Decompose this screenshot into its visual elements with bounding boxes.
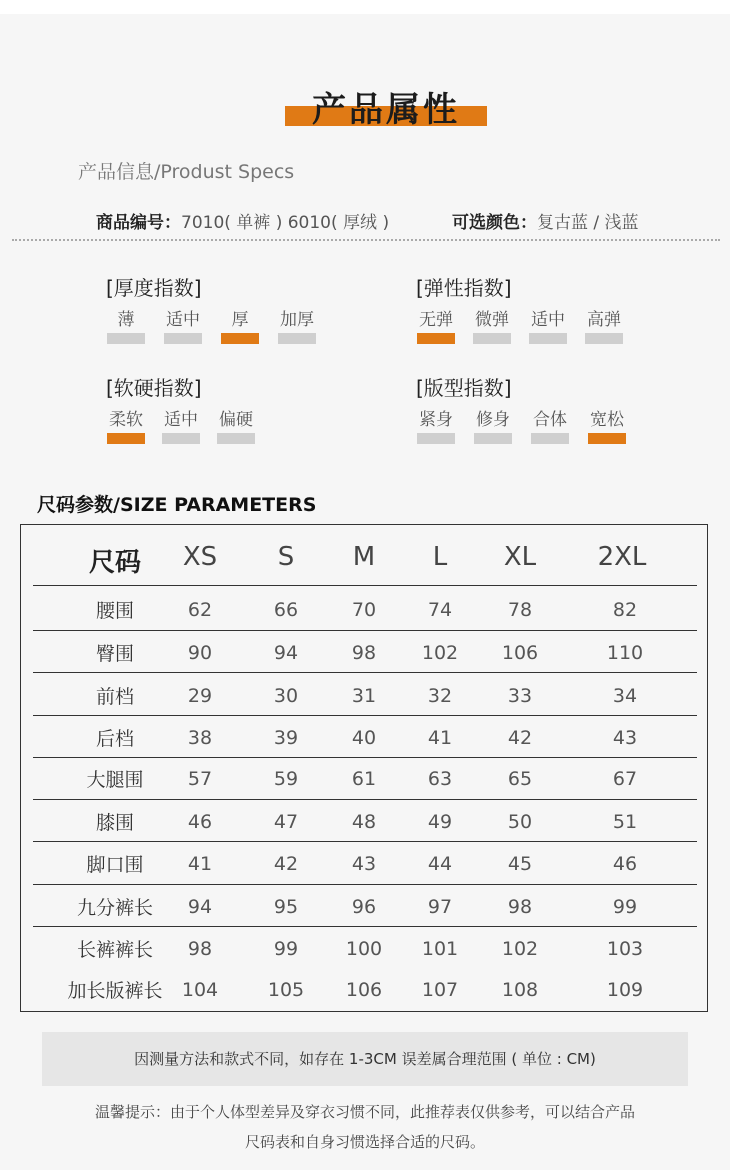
index-title: [弹性指数] <box>416 276 512 300</box>
size-table-cell: 42 <box>507 727 533 749</box>
size-table-cell: 31 <box>351 685 377 707</box>
size-column-header: XL <box>503 542 537 572</box>
footer-tip-line2: 尺码表和自身习惯选择合适的尺码。 <box>244 1133 485 1151</box>
index-title: [软硬指数] <box>106 376 202 400</box>
section-subtitle: 产品信息/Produst Specs <box>78 161 295 183</box>
size-table-cell: 33 <box>507 685 533 707</box>
size-table-cell: 65 <box>507 768 533 790</box>
size-row-label: 加长版裤长 <box>67 980 163 1002</box>
index-option: 偏硬 <box>219 410 253 430</box>
index-option: 加厚 <box>280 310 314 330</box>
size-table-cell: 63 <box>427 768 453 790</box>
size-table-cell: 44 <box>427 853 453 875</box>
index-level-bar <box>164 333 202 344</box>
size-table-cell: 41 <box>427 727 453 749</box>
table-row-divider <box>33 884 697 885</box>
index-level-bar-selected <box>417 333 455 344</box>
size-table-cell: 57 <box>187 768 213 790</box>
size-table-cell: 98 <box>507 896 533 918</box>
size-table-cell: 38 <box>187 727 213 749</box>
size-table-cell: 61 <box>351 768 377 790</box>
index-option: 修身 <box>476 410 510 430</box>
dotted-divider <box>12 239 720 241</box>
size-row-label: 大腿围 <box>86 769 144 791</box>
index-level-bar <box>531 433 569 444</box>
color-options-value: 复古蓝 / 浅蓝 <box>537 213 639 233</box>
size-table-cell: 99 <box>273 938 299 960</box>
size-table-cell: 48 <box>351 811 377 833</box>
size-table-cell: 106 <box>345 979 383 1001</box>
product-code-value: 7010( 单裤 ) 6010( 厚绒 ) <box>181 213 390 233</box>
size-column-header: 2XL <box>597 542 647 572</box>
size-parameters-heading: 尺码参数/SIZE PARAMETERS <box>37 494 317 516</box>
size-table-cell: 109 <box>606 979 644 1001</box>
index-option: 紧身 <box>419 410 453 430</box>
index-level-bar <box>529 333 567 344</box>
color-options <box>452 208 639 233</box>
table-row-divider <box>33 630 697 631</box>
size-table-cell: 105 <box>267 979 305 1001</box>
index-level-bar <box>278 333 316 344</box>
size-table-cell: 34 <box>612 685 638 707</box>
size-column-header: M <box>352 542 376 572</box>
size-table-cell: 103 <box>606 938 644 960</box>
table-row-divider <box>33 672 697 673</box>
index-level-bar-selected <box>588 433 626 444</box>
index-level-bar <box>474 433 512 444</box>
index-option: 宽松 <box>590 410 624 430</box>
size-table-cell: 97 <box>427 896 453 918</box>
size-row-label: 膝围 <box>95 812 134 834</box>
size-table-cell: 46 <box>612 853 638 875</box>
size-table-cell: 110 <box>606 642 644 664</box>
size-table-cell: 67 <box>612 768 638 790</box>
table-row-divider <box>33 841 697 842</box>
footer-tip-line1: 温馨提示：由于个人体型差异及穿衣习惯不同，此推荐表仅供参考，可以结合产品 <box>94 1103 635 1121</box>
product-code-label: 商品编号： <box>96 213 181 233</box>
size-table-cell: 43 <box>612 727 638 749</box>
size-row-label: 长裤裤长 <box>76 939 153 961</box>
index-option: 薄 <box>117 310 135 330</box>
table-row-divider <box>33 715 697 716</box>
table-row-divider <box>33 585 697 586</box>
top-strip <box>0 0 730 14</box>
index-option: 微弹 <box>475 310 509 330</box>
index-option: 合体 <box>533 410 567 430</box>
size-table-cell: 51 <box>612 811 638 833</box>
size-column-header: XS <box>182 542 218 572</box>
index-option: 高弹 <box>587 310 621 330</box>
size-row-label: 后档 <box>95 728 134 750</box>
size-table-cell: 30 <box>273 685 299 707</box>
index-level-bar <box>417 433 455 444</box>
size-table-cell: 49 <box>427 811 453 833</box>
index-title: [厚度指数] <box>106 276 202 300</box>
size-table-cell: 47 <box>273 811 299 833</box>
size-table-cell: 102 <box>421 642 459 664</box>
size-column-header: S <box>277 542 295 572</box>
size-table-cell: 41 <box>187 853 213 875</box>
size-column-header: L <box>432 542 448 572</box>
table-row-divider <box>33 799 697 800</box>
page-title: 产品属性 <box>312 90 460 130</box>
index-title: [版型指数] <box>416 376 512 400</box>
size-table-cell: 66 <box>273 599 299 621</box>
index-option: 厚 <box>231 310 249 330</box>
product-code <box>96 208 389 233</box>
index-option: 适中 <box>166 310 200 330</box>
size-table-cell: 100 <box>345 938 383 960</box>
size-row-label: 腰围 <box>95 600 134 622</box>
index-option: 适中 <box>531 310 565 330</box>
size-table-cell: 42 <box>273 853 299 875</box>
index-level-bar <box>473 333 511 344</box>
table-row-divider <box>33 757 697 758</box>
size-table-cell: 40 <box>351 727 377 749</box>
color-options-label: 可选颜色： <box>452 213 537 233</box>
size-table-cell: 106 <box>501 642 539 664</box>
size-table-cell: 62 <box>187 599 213 621</box>
index-level-bar-selected <box>107 433 145 444</box>
size-table-cell: 32 <box>427 685 453 707</box>
size-row-label: 前档 <box>95 686 134 708</box>
size-table-cell: 94 <box>273 642 299 664</box>
size-table-cell: 78 <box>507 599 533 621</box>
size-table-cell: 96 <box>351 896 377 918</box>
size-table-cell: 46 <box>187 811 213 833</box>
index-option: 无弹 <box>419 310 453 330</box>
size-table-cell: 70 <box>351 599 377 621</box>
size-row-label: 九分裤长 <box>76 897 153 919</box>
size-table-cell: 104 <box>181 979 219 1001</box>
size-column-header: 尺码 <box>88 548 141 578</box>
size-table-cell: 99 <box>612 896 638 918</box>
size-table-cell: 102 <box>501 938 539 960</box>
index-level-bar <box>107 333 145 344</box>
size-table-cell: 107 <box>421 979 459 1001</box>
size-table-cell: 43 <box>351 853 377 875</box>
table-row-divider <box>33 926 697 927</box>
index-level-bar-selected <box>221 333 259 344</box>
index-level-bar <box>162 433 200 444</box>
index-level-bar <box>217 433 255 444</box>
size-table-cell: 90 <box>187 642 213 664</box>
size-table-cell: 98 <box>187 938 213 960</box>
size-table-cell: 94 <box>187 896 213 918</box>
size-table-cell: 45 <box>507 853 533 875</box>
index-option: 适中 <box>164 410 198 430</box>
size-table-cell: 101 <box>421 938 459 960</box>
size-table-cell: 59 <box>273 768 299 790</box>
index-option: 柔软 <box>109 410 143 430</box>
size-table-cell: 98 <box>351 642 377 664</box>
size-row-label: 脚口围 <box>86 854 144 876</box>
size-row-label: 臀围 <box>95 643 134 665</box>
size-table-cell: 50 <box>507 811 533 833</box>
size-table-cell: 108 <box>501 979 539 1001</box>
index-level-bar <box>585 333 623 344</box>
measurement-note: 因测量方法和款式不同，如存在 1-3CM 误差属合理范围 ( 单位 : CM) <box>42 1032 688 1086</box>
size-table-cell: 82 <box>612 599 638 621</box>
size-table-cell: 39 <box>273 727 299 749</box>
size-table-cell: 95 <box>273 896 299 918</box>
size-table-cell: 74 <box>427 599 453 621</box>
size-table-cell: 29 <box>187 685 213 707</box>
